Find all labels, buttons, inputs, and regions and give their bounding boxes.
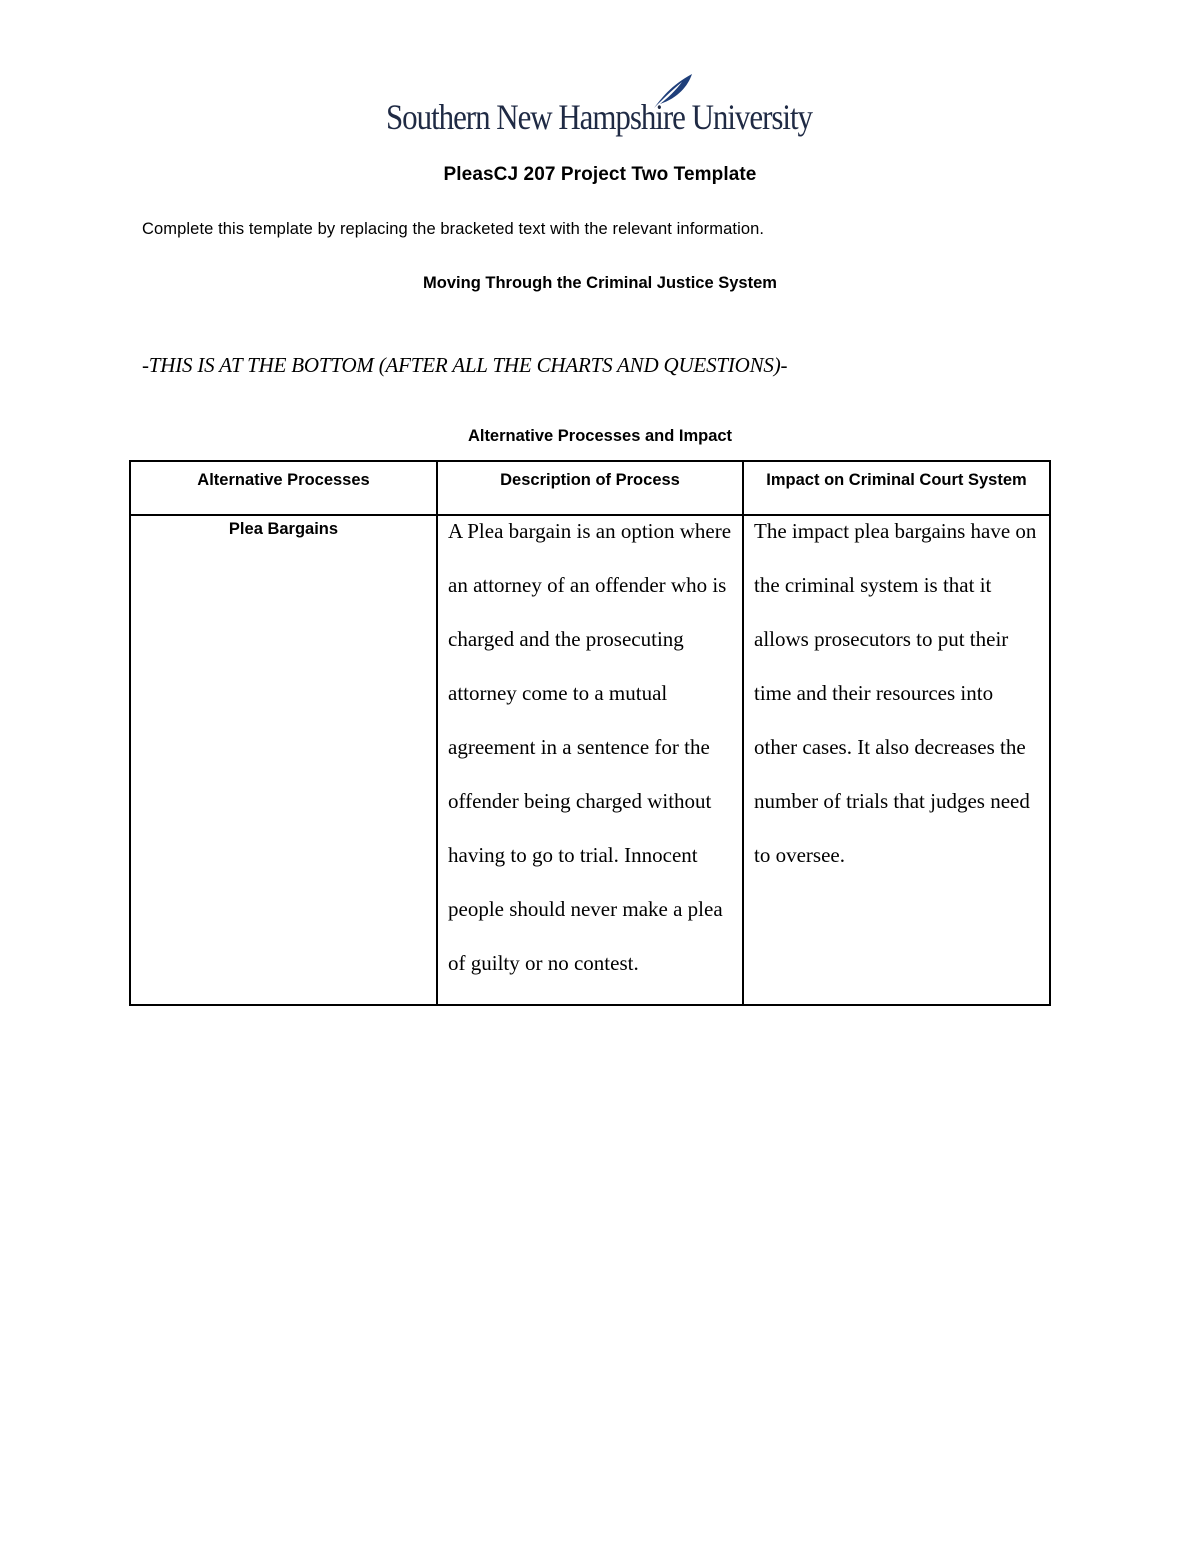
table-title: Alternative Processes and Impact (467, 427, 733, 445)
impact-text: The impact plea bargains have on the criminal system is that it allows prosecutors to put their time and their resources into other cases. It also decreases the number of trials that judges need to oversee. (754, 519, 1037, 867)
alternative-processes-table (129, 460, 1051, 1006)
header-description-of-process: Description of Process (437, 461, 743, 515)
process-cell: Plea Bargains (130, 515, 437, 1005)
note-text: -THIS IS AT THE BOTTOM (AFTER ALL THE CHARTS AND QUESTIONS)- (142, 353, 788, 377)
table-row (130, 515, 1050, 1005)
page-title: PleasCJ 207 Project Two Template (443, 164, 757, 185)
logo-text: Southern New Hampshire University (386, 97, 812, 137)
university-logo (386, 72, 816, 140)
description-cell (437, 515, 743, 1005)
instructions-text: Complete this template by replacing the bracketed text with the relevant information. (142, 220, 765, 238)
impact-cell (743, 515, 1050, 1005)
header-impact-on-court-system: Impact on Criminal Court System (743, 461, 1050, 515)
section-title: Moving Through the Criminal Justice System (423, 274, 777, 292)
description-text: A Plea bargain is an option where an attorney of an offender who is charged and the prosecuting attorney come to a mutual agreement in a sentence for the offender being charged without having to go to trial. Innocent people should never make a plea of guilty or no contest. (448, 519, 732, 975)
header-alternative-processes: Alternative Processes (130, 461, 437, 515)
